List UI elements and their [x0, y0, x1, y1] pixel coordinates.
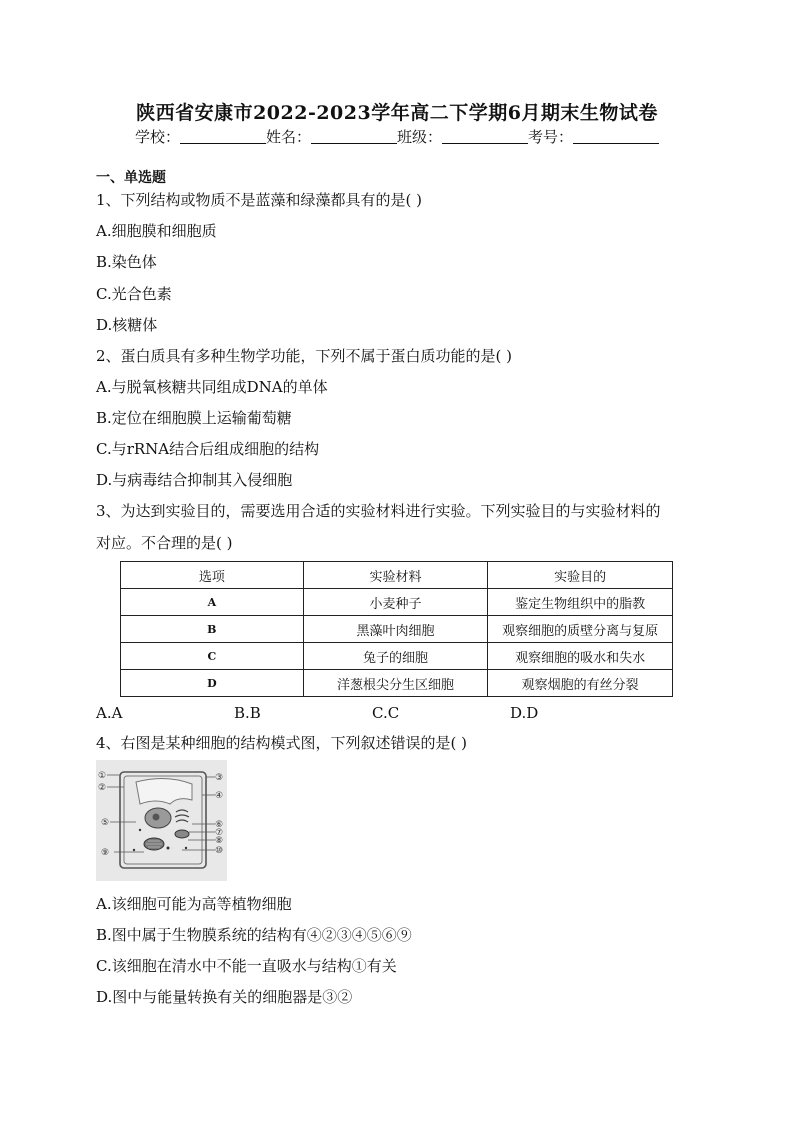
table-row — [121, 643, 673, 670]
q2-option-a: A.与脱氧核糖共同组成DNA的单体 — [96, 378, 328, 396]
table-row — [121, 616, 673, 643]
q3-stem-line1: 3、为达到实验目的，需要选用合适的实验材料进行实验。下列实验目的与实验材料的 — [96, 502, 661, 520]
name-blank — [311, 129, 397, 144]
table-cell: 观察细胞的质壁分离与复原 — [488, 616, 673, 643]
table-cell: 洋葱根尖分生区细胞 — [303, 670, 488, 697]
label-4: ④ — [215, 791, 224, 801]
mitochondrion-shape — [175, 830, 189, 838]
label-1: ① — [98, 771, 107, 781]
table-cell: D — [121, 670, 304, 697]
table-header-cell: 实验材料 — [303, 562, 488, 589]
label-6: ⑥ — [215, 820, 224, 830]
school-label: 学校： — [134, 128, 180, 146]
q4-option-d: D.图中与能量转换有关的细胞器是③② — [96, 988, 353, 1006]
q1-option-b: B.染色体 — [96, 253, 157, 271]
q2-option-d: D.与病毒结合抑制其入侵细胞 — [96, 471, 293, 489]
q1-option-c: C.光合色素 — [96, 285, 172, 303]
table-header-cell: 选项 — [121, 562, 304, 589]
q2-option-b: B.定位在细胞膜上运输葡萄糖 — [96, 409, 292, 427]
table-header-row — [121, 562, 673, 589]
nucleolus-shape — [153, 814, 160, 821]
q2-option-c: C.与rRNA结合后组成细胞的结构 — [96, 440, 320, 458]
q4-option-b: B.图中属于生物膜系统的结构有④②③④⑤⑥⑨ — [96, 926, 412, 944]
school-blank — [180, 129, 266, 144]
table-cell: A — [121, 589, 304, 616]
table-row — [121, 589, 673, 616]
label-9: ⑨ — [101, 848, 110, 858]
q3-choice-b: B.B — [234, 704, 261, 722]
table-cell: 观察细胞的吸水和失水 — [488, 643, 673, 670]
q3-stem-line2: 对应。不合理的是( ) — [96, 534, 233, 552]
q3-choice-a: A.A — [96, 704, 123, 722]
name-label: 姓名： — [265, 128, 311, 146]
exam-number-blank — [573, 129, 659, 144]
q2-stem: 2、蛋白质具有多种生物学功能，下列不属于蛋白质功能的是( ) — [96, 347, 513, 365]
table-row — [121, 670, 673, 697]
table-cell: B — [121, 616, 304, 643]
label-3: ③ — [215, 773, 224, 783]
q4-option-c: C.该细胞在清水中不能一直吸水与结构①有关 — [96, 957, 397, 975]
table-header-cell: 实验目的 — [488, 562, 673, 589]
q3-choice-d: D.D — [510, 704, 539, 722]
q4-stem: 4、右图是某种细胞的结构模式图，下列叙述错误的是( ) — [96, 734, 468, 752]
q3-choice-c: C.C — [372, 704, 400, 722]
table-cell: C — [121, 643, 304, 670]
q1-stem: 1、下列结构或物质不是蓝藻和绿藻都具有的是( ) — [96, 191, 423, 209]
class-label: 班级： — [397, 128, 443, 146]
table-cell: 黑藻叶肉细胞 — [303, 616, 488, 643]
q4-option-a: A.该细胞可能为高等植物细胞 — [96, 895, 292, 913]
label-2: ② — [98, 783, 107, 793]
q1-option-a: A.细胞膜和细胞质 — [96, 222, 217, 240]
table-cell: 观察烟胞的有丝分裂 — [488, 670, 673, 697]
label-10: ⑩ — [215, 846, 224, 856]
cell-structure-diagram — [96, 760, 227, 881]
exam-number-label: 考号： — [528, 128, 574, 146]
class-blank — [442, 129, 528, 144]
table-cell: 鉴定生物组织中的脂教 — [488, 589, 673, 616]
label-8: ⑧ — [215, 836, 224, 846]
cell-diagram-svg — [96, 760, 227, 881]
section-heading: 一、单选题 — [96, 170, 166, 186]
label-7: ⑦ — [215, 828, 224, 838]
student-info-row — [0, 126, 794, 147]
table-cell: 兔子的细胞 — [303, 643, 488, 670]
label-5: ⑤ — [101, 818, 110, 828]
table-cell: 小麦种子 — [303, 589, 488, 616]
q1-option-d: D.核糖体 — [96, 316, 158, 334]
page-title: 陕西省安康市2022-2023学年高二下学期6月期末生物试卷 — [136, 102, 658, 124]
q3-table — [120, 561, 673, 697]
